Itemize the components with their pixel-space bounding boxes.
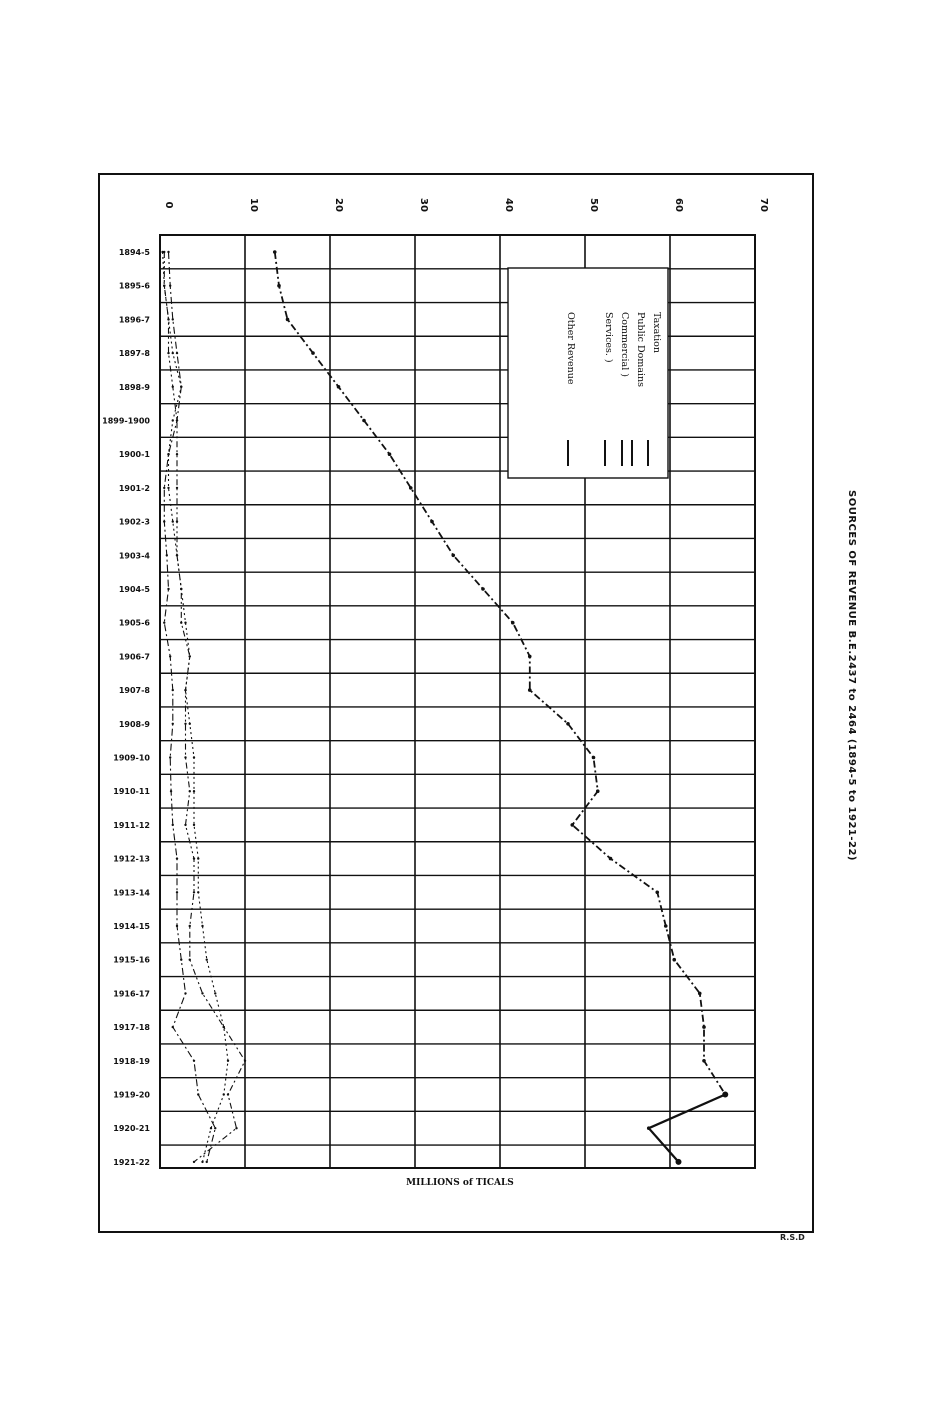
data-point xyxy=(235,1127,237,1129)
category-label: 1910-11 xyxy=(113,787,150,797)
data-point xyxy=(197,857,199,859)
data-point xyxy=(169,655,171,657)
category-label: 1917-18 xyxy=(113,1023,150,1033)
data-point xyxy=(172,386,174,388)
data-point xyxy=(172,352,174,354)
data-point xyxy=(184,824,186,826)
data-point xyxy=(244,1060,246,1062)
data-point xyxy=(672,958,676,962)
data-point xyxy=(180,959,182,961)
data-point xyxy=(180,622,182,624)
data-point xyxy=(201,992,203,994)
data-point xyxy=(189,723,191,725)
data-point xyxy=(172,1026,174,1028)
data-point xyxy=(286,318,290,322)
data-point xyxy=(388,452,392,456)
data-point xyxy=(176,857,178,859)
category-label: 1901-2 xyxy=(118,483,150,493)
data-point xyxy=(193,857,195,859)
data-point xyxy=(566,722,570,726)
data-point xyxy=(172,419,174,421)
data-point xyxy=(193,1161,195,1163)
data-point xyxy=(166,554,168,556)
data-point xyxy=(277,284,281,288)
data-point xyxy=(169,756,171,758)
chart-title: SOURCES OF REVENUE B.E.2437 to 2464 (1894-5 to 1921-22) xyxy=(846,490,857,861)
legend-label: Public Domains xyxy=(635,312,646,388)
data-point xyxy=(702,1059,706,1063)
legend-label: Services. ) xyxy=(603,312,614,363)
data-point xyxy=(592,756,596,760)
data-point xyxy=(193,891,195,893)
data-point xyxy=(184,992,186,994)
data-point xyxy=(161,251,163,253)
data-point xyxy=(176,554,178,556)
data-point xyxy=(528,655,532,659)
data-point xyxy=(176,453,178,455)
data-point xyxy=(193,790,195,792)
data-point xyxy=(189,925,191,927)
data-point xyxy=(172,723,174,725)
category-label: 1919-20 xyxy=(113,1090,150,1100)
data-point xyxy=(201,1161,203,1163)
legend-label: Other Revenue xyxy=(565,312,576,385)
category-label: 1921-22 xyxy=(113,1157,150,1167)
category-label: 1912-13 xyxy=(113,854,150,864)
data-point xyxy=(184,689,186,691)
data-point xyxy=(167,453,169,455)
data-point xyxy=(609,857,613,861)
data-point xyxy=(197,891,199,893)
data-point xyxy=(184,622,186,624)
data-point xyxy=(176,925,178,927)
data-point xyxy=(664,924,668,928)
data-point xyxy=(227,1060,229,1062)
category-label: 1918-19 xyxy=(113,1056,150,1066)
data-point xyxy=(223,1093,225,1095)
data-point xyxy=(167,352,169,354)
category-label: 1895-6 xyxy=(118,281,150,291)
category-label: 1911-12 xyxy=(113,820,150,830)
x-tick-label: 40 xyxy=(503,198,514,212)
x-tick-label: 30 xyxy=(418,198,429,212)
data-point xyxy=(167,318,169,320)
category-label: 1909-10 xyxy=(113,753,150,763)
legend-label: Taxation xyxy=(651,312,662,353)
data-point xyxy=(451,554,455,558)
legend-label: Commercial ) xyxy=(619,312,630,377)
category-label: 1916-17 xyxy=(113,989,150,999)
category-label: 1913-14 xyxy=(113,888,150,898)
data-point xyxy=(193,824,195,826)
category-label: 1907-8 xyxy=(118,686,150,696)
data-point xyxy=(337,385,341,389)
data-point xyxy=(169,285,171,287)
data-point xyxy=(176,487,178,489)
x-tick-label: 0 xyxy=(163,201,174,209)
data-point xyxy=(197,1093,199,1095)
category-label: 1915-16 xyxy=(113,955,150,965)
data-point xyxy=(189,790,191,792)
category-label: 1914-15 xyxy=(113,922,150,931)
data-point xyxy=(176,352,178,354)
author-initials: R.S.D xyxy=(780,1233,805,1242)
data-point xyxy=(702,1025,706,1029)
data-point xyxy=(570,823,574,827)
data-point xyxy=(193,1060,195,1062)
data-point xyxy=(172,689,174,691)
category-label: 1906-7 xyxy=(118,652,150,662)
data-point xyxy=(163,487,165,489)
data-point xyxy=(409,486,413,490)
data-point xyxy=(176,419,178,421)
data-point xyxy=(210,1127,212,1129)
data-point xyxy=(167,487,169,489)
value-tick-labels xyxy=(163,198,769,212)
data-point xyxy=(163,285,165,287)
data-point xyxy=(201,925,203,927)
category-label: 1908-9 xyxy=(118,719,150,729)
data-point xyxy=(172,520,174,522)
data-point xyxy=(184,756,186,758)
data-point xyxy=(167,588,169,590)
data-point xyxy=(223,1026,225,1028)
x-tick-label: 20 xyxy=(333,198,344,212)
category-label: 1920-21 xyxy=(113,1124,150,1134)
category-label: 1897-8 xyxy=(118,349,150,359)
category-label: 1903-4 xyxy=(118,551,150,561)
data-point xyxy=(184,723,186,725)
data-point xyxy=(193,756,195,758)
category-label: 1898-9 xyxy=(118,382,150,392)
data-point xyxy=(481,587,485,591)
data-point xyxy=(214,992,216,994)
data-point xyxy=(511,621,515,625)
data-point xyxy=(167,251,169,253)
data-point xyxy=(163,520,165,522)
data-point xyxy=(311,351,315,355)
category-label: 1894-5 xyxy=(118,248,150,257)
data-point xyxy=(180,386,182,388)
data-point xyxy=(172,318,174,320)
data-point xyxy=(176,520,178,522)
data-point xyxy=(206,1161,208,1163)
data-point xyxy=(206,959,208,961)
data-point xyxy=(596,789,600,793)
data-point xyxy=(163,622,165,624)
legend xyxy=(508,268,668,478)
data-point xyxy=(430,520,434,524)
data-point xyxy=(362,419,366,423)
category-label: 1902-3 xyxy=(118,517,150,527)
x-tick-label: 60 xyxy=(673,198,684,212)
category-label: 1899-1900 xyxy=(102,416,150,426)
x-tick-label: 50 xyxy=(588,198,599,212)
category-label: 1896-7 xyxy=(118,315,150,325)
x-tick-label: 10 xyxy=(248,198,259,212)
data-point xyxy=(172,824,174,826)
data-point xyxy=(180,588,182,590)
category-label: 1905-6 xyxy=(118,618,150,628)
data-point xyxy=(176,891,178,893)
category-labels xyxy=(102,248,150,1167)
x-tick-label: 70 xyxy=(758,198,769,212)
data-point xyxy=(214,1127,216,1129)
series-line xyxy=(649,1095,726,1162)
data-point xyxy=(170,790,172,792)
data-point xyxy=(189,959,191,961)
data-point xyxy=(227,1093,229,1095)
data-point xyxy=(189,655,191,657)
data-point xyxy=(655,891,659,895)
category-label: 1900-1 xyxy=(118,450,150,460)
category-label: 1904-5 xyxy=(118,585,150,594)
data-point xyxy=(273,250,277,254)
x-axis-title: MILLIONS of TICALS xyxy=(406,1178,514,1188)
data-point xyxy=(698,992,702,996)
data-point xyxy=(528,688,532,692)
